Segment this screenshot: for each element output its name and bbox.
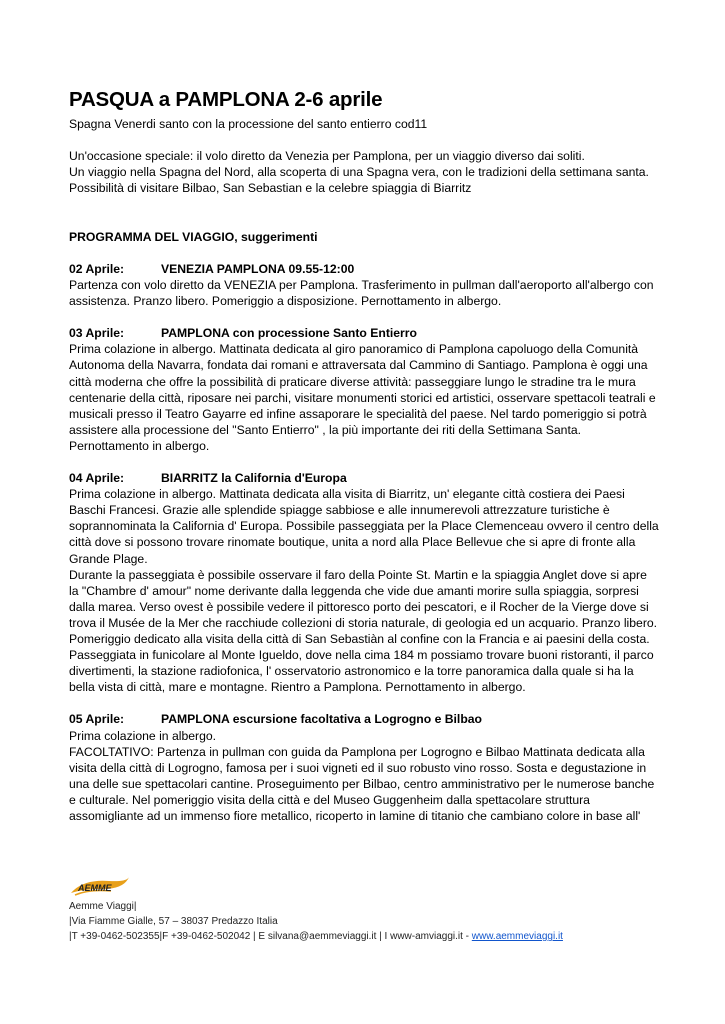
footer-company: Aemme Viaggi| (69, 901, 137, 912)
programma-heading: PROGRAMMA DEL VIAGGIO, suggerimenti (69, 229, 318, 244)
day-text-continued: FACOLTATIVO: Partenza in pullman con guida da Pamplona per Logrogno e Bilbao Mattinata dedicata alla visita della città di Logrogno, famosa per i suoi vigneti ed il suo robusto vino rosso. Sosta e degustazione in una delle sue spettacolari cantine. Proseguimento per Bilbao, centro amministrativo per le numerose banche e culturale. Nel pomeriggio visita della città e del Museo Guggenheim dalla spettacolare struttura assomigliante ad un immenso fiore metallico, ricoperto in lamine di titanio che cambiano colore in base all' (69, 744, 655, 824)
footer (69, 875, 563, 944)
day-heading-1 (69, 261, 659, 277)
day-title: BIARRITZ la California d'Europa (161, 471, 347, 486)
day-title: PAMPLONA con processione Santo Entierro (161, 326, 417, 341)
day-date: 04 Aprile: (69, 471, 125, 486)
page-title: PASQUA a PAMPLONA 2-6 aprile (69, 88, 383, 111)
footer-contacts (69, 929, 563, 944)
day-text: Prima colazione in albergo. Mattinata dedicata al giro panoramico di Pamplona capoluogo della Comunità Autonoma della Navarra, fondata dai romani e attraversata dal Cammino di Santiago. Pamplona è oggi una città moderna che offre la possibilità di praticare diverse attività: passeggiare lungo le stradine tra le mura centenarie della città, riposare nei parchi, visitare monumenti storici ed artistici, osservare spettacoli teatrali e musicali presso il Teatro Gayarre ed infine assaporare le specialità del paese. Nel tardo pomeriggio si potrà assistere alla processione del "Santo Entierro" , la più importante dei riti della Settimana Santa. Pernottamento in albergo. (69, 342, 656, 453)
day-text: Partenza con volo diretto da VENEZIA per Pamplona. Trasferimento in pullman dall'aeroporto all'albergo con assistenza. Pranzo libero. Pomeriggio a disposizione. Pernottamento in albergo. (69, 277, 654, 309)
day-heading-3 (69, 470, 659, 486)
day-text: Prima colazione in albergo. (69, 728, 217, 743)
website-link[interactable]: www.aemmeviaggi.it (471, 931, 563, 942)
footer-address: |Via Fiamme Gialle, 57 – 38037 Predazzo Italia (69, 916, 278, 927)
day-heading-4 (69, 711, 659, 727)
document-body (69, 116, 659, 824)
footer-contacts-text: |T +39-0462-502355|F +39-0462-502042 | E silvana@aemmeviaggi.it | I www-amviaggi.it - (69, 931, 472, 942)
day-text: Prima colazione in albergo. Mattinata dedicata alla visita di Biarritz, un' elegante città costiera dei Paesi Baschi Francesi. Grazie alle splendide spiagge sabbiose e alle innumerevoli attrezzature turistiche è soprannominata la California d' Europa. Possibile passeggiata per la Place Clemenceau ovvero il centro della città dove si possono trovare rinomate boutique, unita a nord alla Place Bellevue che si apre di fronte alla Grande Plage. (69, 487, 659, 566)
day-title: VENEZIA PAMPLONA 09.55-12:00 (161, 261, 355, 276)
subtitle: Spagna Venerdi santo con la processione del santo entierro cod11 (69, 117, 428, 131)
day-date: 03 Aprile: (69, 326, 125, 341)
aemme-logo-icon (69, 875, 131, 899)
day-title: PAMPLONA escursione facoltativa a Logrogno e Bilbao (161, 712, 482, 727)
day-date: 05 Aprile: (69, 712, 125, 727)
intro-line-2: Un viaggio nella Spagna del Nord, alla scoperta di una Spagna vera, con le tradizioni della settimana santa. (69, 165, 649, 180)
day-date: 02 Aprile: (69, 261, 125, 276)
svg-text:AEMME: AEMME (78, 883, 112, 893)
intro-line-1: Un'occasione speciale: il volo diretto da Venezia per Pamplona, per un viaggio diverso dai soliti. (69, 149, 585, 164)
day-heading-2 (69, 325, 659, 341)
intro-line-3: Possibilità di visitare Bilbao, San Sebastian e la celebre spiaggia di Biarritz (69, 181, 472, 196)
day-text-continued: Durante la passeggiata è possibile osservare il faro della Pointe St. Martin e la spiaggia Anglet dove si apre la "Chambre d' amour" nome derivante dalla leggenda che vide due amanti morire sulla spiaggia, sorpresi dalla marea. Verso ovest è possibile vedere il pittoresco porto dei pescatori, e il Rocher de la Vierge dove si trova il Musée de la Mer che racchiude collezioni di storia naturale, di geologia ed un acquario. Pranzo libero. Pomeriggio dedicato alla visita della città di San Sebastiàn al confine con la Francia e ai paesini della costa. Passeggiata in funicolare al Monte Igueldo, dove nella cima 184 m possiamo trovare buoni ristoranti, il parco divertimenti, la stazione radiofonica, l' osservatorio astronomico e la torre panoramica dalla quale si ha la bella vista di città, mare e montagne. Rientro a Pamplona. Pernottamento in albergo. (69, 567, 658, 695)
